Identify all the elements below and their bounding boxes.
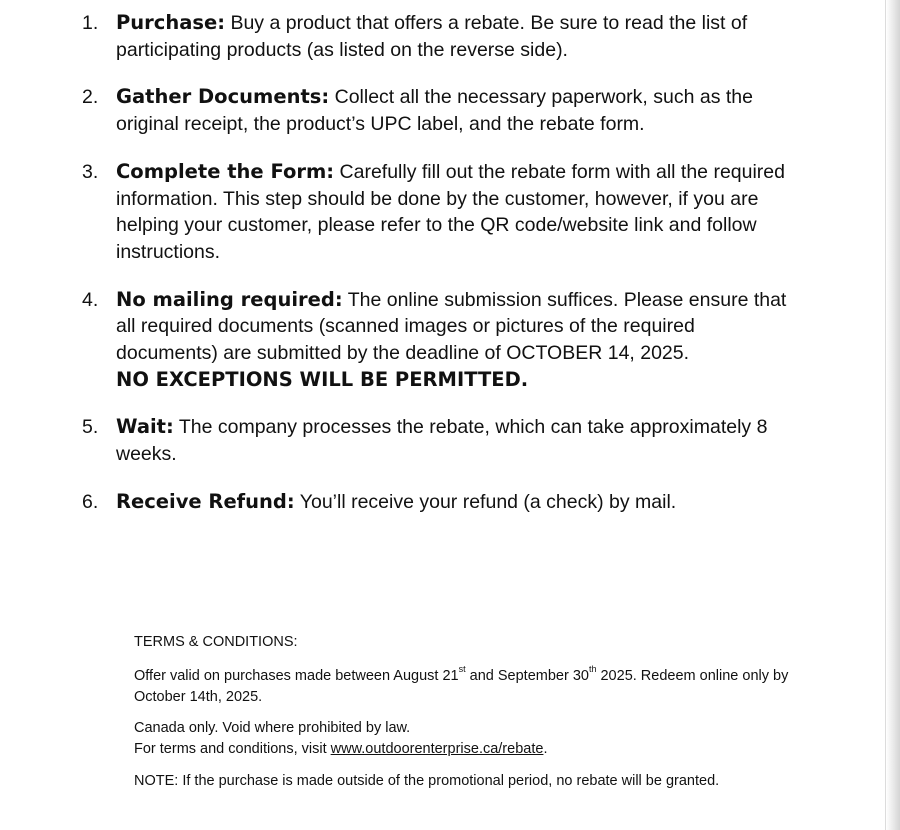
page-edge — [885, 0, 900, 830]
step-number: 4. — [82, 288, 99, 311]
step-number: 2. — [82, 86, 99, 109]
step-title: Gather Documents: — [116, 85, 330, 109]
step-title: Wait: — [116, 415, 174, 439]
step-text: The online submission suffices. Please ensure that all required documents (scanned images or pictures of the required documents) are submitted by the deadline of OCTOBER 14, 2025. — [116, 288, 787, 365]
step-text: Buy a product that offers a rebate. Be sure to read the list of participating products (as listed on the reverse side). — [116, 12, 748, 61]
step-number: 1. — [82, 12, 99, 34]
step-text: The company processes the rebate, which can take approximately 8 weeks. — [116, 416, 768, 466]
step-complete-form — [80, 159, 800, 266]
terms-and-conditions — [134, 632, 794, 792]
terms-heading: TERMS & CONDITIONS: — [134, 634, 298, 650]
step-no-mailing — [80, 287, 800, 394]
step-purchase — [80, 10, 800, 63]
step-wait — [80, 414, 800, 467]
offer-validity: Offer valid on purchases made between August 21st and September 30th 2025. Redeem online only by October 14th, 2025. — [134, 664, 789, 705]
step-title: Receive Refund: — [116, 489, 295, 513]
step-gather-documents — [80, 84, 800, 137]
step-title: Purchase: — [116, 11, 226, 34]
step-number: 5. — [82, 416, 99, 439]
step-text: Collect all the necessary paperwork, such as the original receipt, the product’s UPC label, and the rebate form. — [116, 86, 753, 136]
step-receive-refund — [80, 489, 800, 516]
step-number: 3. — [82, 160, 99, 183]
region-restriction: Canada only. Void where prohibited by law. — [134, 720, 411, 736]
step-text: Carefully fill out the rebate form with all the required information. This step should be done by the customer, however, if you are helping your customer, please refer to the QR code/website link and follow instructions. — [116, 160, 785, 263]
step-title: No mailing required: — [116, 287, 343, 311]
rebate-website-link[interactable]: www.outdoorenterprise.ca/rebate — [330, 741, 544, 757]
promotional-note: NOTE: If the purchase is made outside of the promotional period, no rebate will be granted. — [134, 773, 720, 789]
no-exceptions-warning: NO EXCEPTIONS WILL BE PERMITTED. — [116, 367, 529, 391]
rebate-steps-list — [80, 10, 800, 537]
step-text: You’ll receive your refund (a check) by mail. — [299, 490, 677, 513]
step-number: 6. — [82, 490, 99, 513]
terms-link-line: For terms and conditions, visit www.outdoorenterprise.ca/rebate. — [134, 741, 548, 757]
step-title: Complete the Form: — [116, 159, 335, 183]
